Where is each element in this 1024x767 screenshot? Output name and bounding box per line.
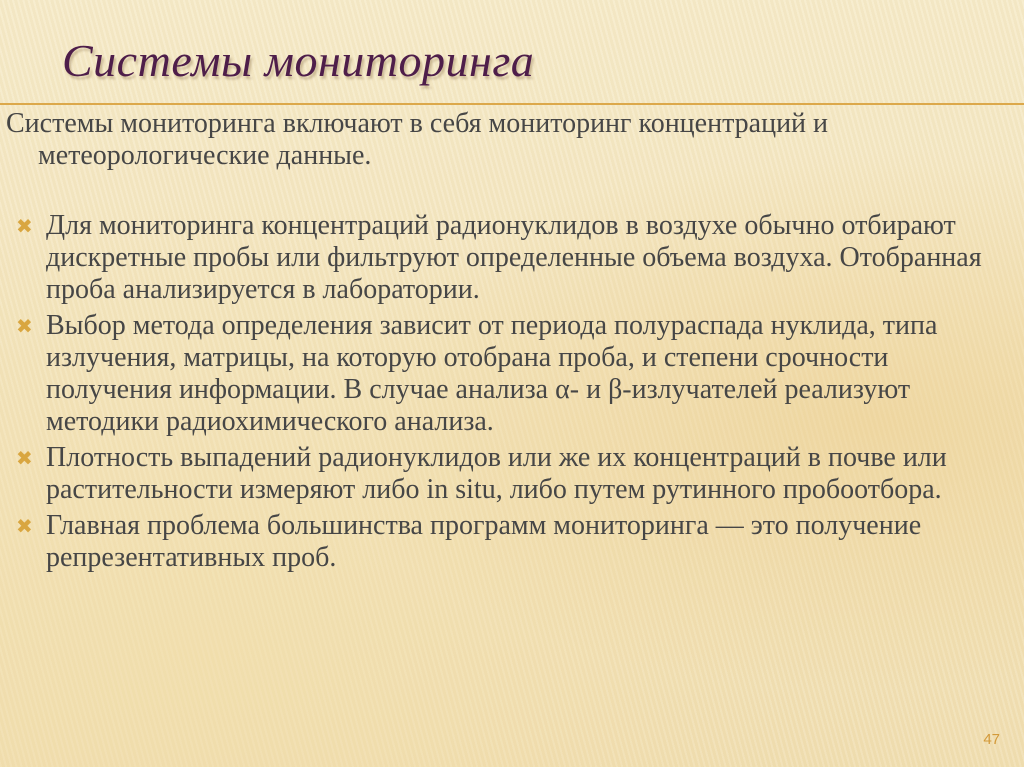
x-mark-icon: ✖ [16,214,33,238]
bullet-item [6,210,1010,306]
bullet-item [6,442,1010,506]
x-mark-icon: ✖ [16,446,33,470]
bullet-text: Выбор метода определения зависит от периода полураспада нуклида, типа излучения, матрицы, на которую отобрана проба, и степени срочности получения информации. В случае анализа α- и β-излучателей реализуют методики радиохимического анализа. [46,310,938,437]
bullet-text: Для мониторинга концентраций радионуклидов в воздухе обычно отбирают дискретные пробы или фильтруют определенные объема воздуха. Отобранная проба анализируется в лаборатории. [46,210,982,305]
bullet-text: Главная проблема большинства программ мониторинга — это получение репрезентативных проб. [46,510,922,573]
x-mark-icon: ✖ [16,514,33,538]
bullet-item [6,310,1010,438]
bullet-text: Плотность выпадений радионуклидов или же их концентраций в почве или растительности измеряют либо in situ, либо путем рутинного пробоотбора. [46,442,947,505]
title-divider [0,103,1024,105]
slide-title: Системы мониторинга [62,35,535,86]
page-number: 47 [983,731,1000,748]
intro-paragraph: Системы мониторинга включают в себя мониторинг концентраций и метеорологические данные. [6,108,829,171]
bullet-item [6,510,1010,574]
slide-content [6,108,1010,578]
bullet-list [6,210,1010,574]
x-mark-icon: ✖ [16,314,33,338]
